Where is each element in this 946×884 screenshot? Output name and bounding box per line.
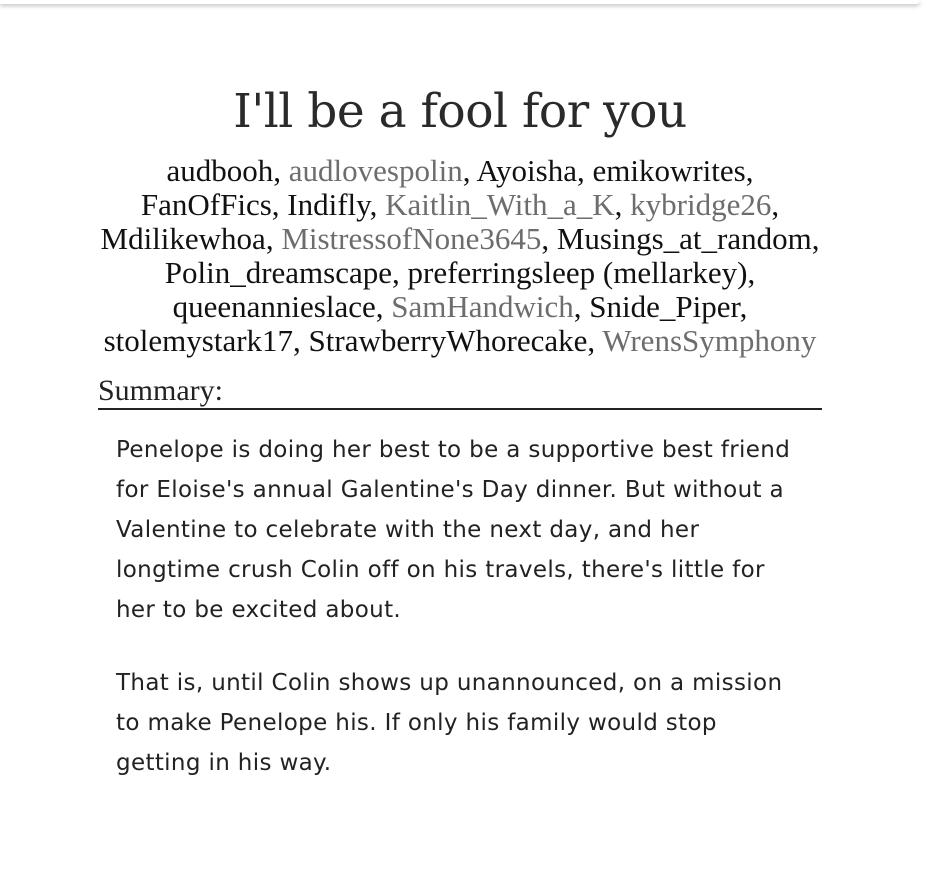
summary-paragraph: That is, until Colin shows up unannounced, on a mission to make Penelope his. If only his family would stop getting in his way. bbox=[116, 670, 783, 776]
author-link[interactable]: MistressofNone3645 bbox=[281, 221, 542, 256]
author-link[interactable]: Musings_at_random bbox=[556, 221, 812, 256]
work-title: I'll be a fool for you bbox=[233, 84, 687, 139]
author-link[interactable]: kybridge26 bbox=[630, 187, 772, 222]
author-link[interactable]: Snide_Piper bbox=[589, 289, 740, 324]
author-link[interactable]: Ayoisha bbox=[476, 153, 577, 188]
author-link[interactable]: emikowrites bbox=[592, 153, 746, 188]
summary-heading: Summary: bbox=[98, 374, 822, 410]
summary-paragraph: Penelope is doing her best to be a supportive best friend for Eloise's annual Galentine's Day dinner. But without a Valentine to celebrate with the next day, and her longtime crush Colin off on his travels, there's little for her to be excited about. bbox=[116, 437, 791, 623]
author-link[interactable]: Polin_dreamscape bbox=[164, 255, 393, 290]
author-link[interactable]: Mdilikewhoa bbox=[100, 221, 266, 256]
author-link[interactable]: SamHandwich bbox=[391, 289, 574, 324]
work-header bbox=[98, 0, 822, 816]
author-link[interactable]: audlovespolin bbox=[288, 153, 463, 188]
author-link[interactable]: WrensSymphony bbox=[602, 323, 817, 358]
author-link[interactable]: preferringsleep (mellarkey) bbox=[407, 255, 748, 290]
summary-text bbox=[116, 430, 806, 783]
author-link[interactable]: Indifly bbox=[287, 187, 370, 222]
author-link[interactable]: StrawberryWhorecake bbox=[308, 323, 588, 358]
author-list: audbooh, audlovespolin, Ayoisha, emikowrites, FanOfFics, Indifly, Kaitlin_With_a_K, kybridge26, Mdilikewhoa, MistressofNone3645, Musings_at_random, Polin_dreamscape, preferringsleep (mellarkey), queenannieslace, SamHandwich, Snide_Piper, stolemystark17, StrawberryWhorecake, WrensSymphony bbox=[100, 153, 820, 358]
author-link[interactable]: queenannieslace bbox=[172, 289, 376, 324]
author-link[interactable]: stolemystark17 bbox=[103, 323, 294, 358]
author-link[interactable]: FanOfFics bbox=[140, 187, 272, 222]
author-link[interactable]: audbooh bbox=[166, 153, 274, 188]
author-link[interactable]: Kaitlin_With_a_K bbox=[385, 187, 615, 222]
